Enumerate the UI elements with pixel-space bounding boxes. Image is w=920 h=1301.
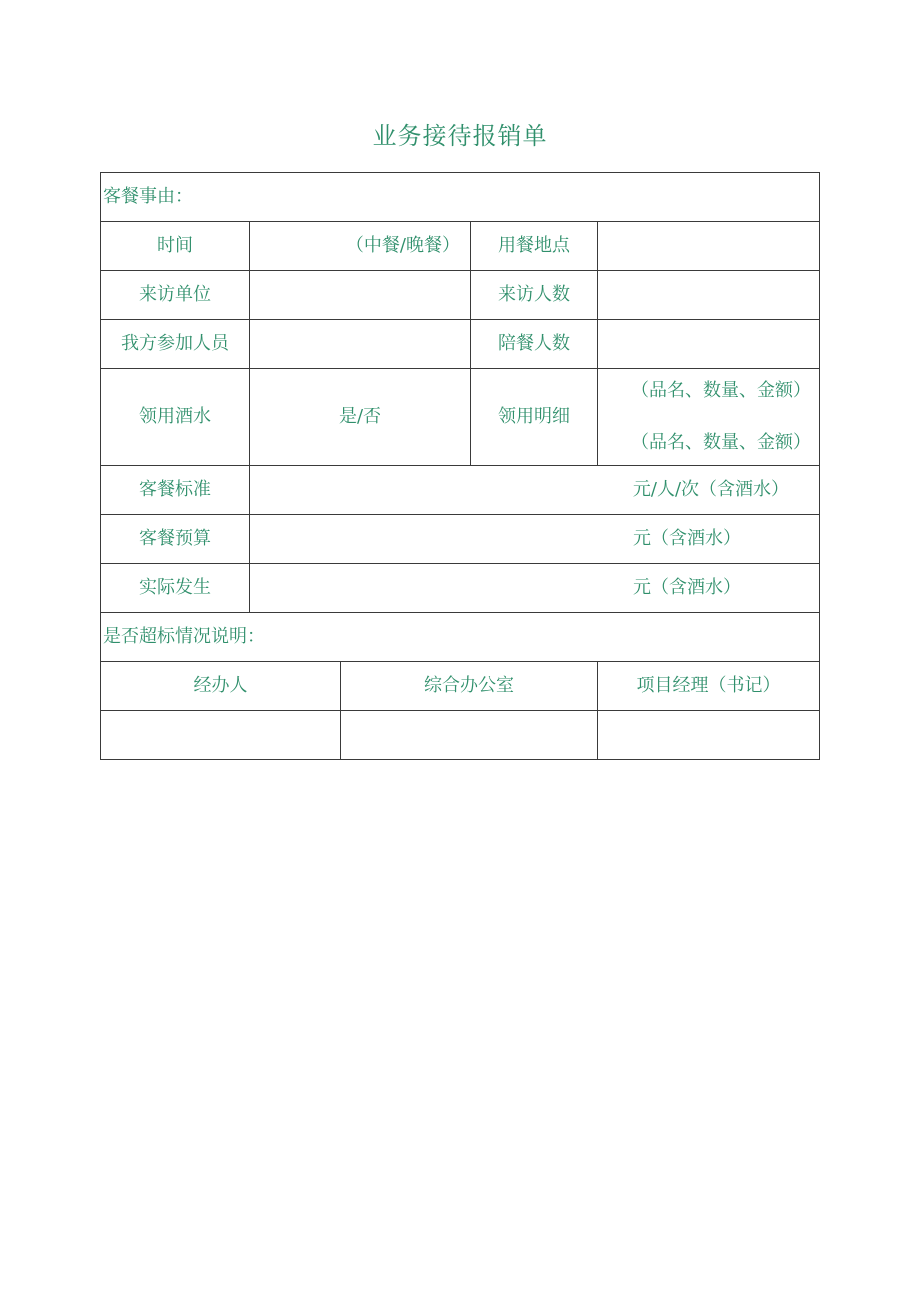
visitor-unit-value-cell[interactable] [250,271,471,320]
form-row-standard [101,466,820,515]
actual-label: 实际发生 [139,577,211,598]
form-title: 业务接待报销单 [372,122,548,150]
drinks-detail-line: （品名、数量、金额） [631,380,812,401]
visitor-count-label: 来访人数 [498,284,570,305]
form-row-time [101,222,820,271]
reason-label: 客餐事由： [103,186,193,207]
location-value-cell[interactable] [598,222,820,271]
time-value-cell[interactable] [250,222,471,271]
over-standard-label: 是否超标情况说明： [103,626,265,647]
drinks-detail-label: 领用明细 [498,406,570,427]
visitor-unit-label: 来访单位 [139,284,211,305]
form-row-over-standard [101,613,820,662]
reimbursement-form-table [100,172,820,760]
drinks-detail-label-cell [471,369,598,466]
manager-label: 项目经理（书记） [636,675,781,696]
manager-signature-cell[interactable] [598,711,820,760]
form-row-drinks [101,369,820,466]
visitor-unit-label-cell [101,271,250,320]
signature-row [101,711,820,760]
drinks-detail-line: （品名、数量、金额） [631,432,812,453]
standard-label: 客餐标准 [139,479,211,500]
form-row-reason [101,173,820,222]
companion-count-label-cell [471,320,598,369]
visitor-count-value-cell[interactable] [598,271,820,320]
form-row-staff [101,320,820,369]
standard-value-cell[interactable] [250,466,820,515]
companion-count-value-cell[interactable] [598,320,820,369]
our-staff-value-cell[interactable] [250,320,471,369]
reason-cell[interactable] [101,173,820,222]
budget-label-cell [101,515,250,564]
signature-header-row [101,662,820,711]
time-label: 时间 [157,235,193,256]
visitor-count-label-cell [471,271,598,320]
companion-count-label: 陪餐人数 [498,333,570,354]
manager-header-cell [598,662,820,711]
budget-value-cell[interactable] [250,515,820,564]
drinks-label-cell [101,369,250,466]
handler-signature-cell[interactable] [101,711,341,760]
budget-unit: 元（含酒水） [633,528,742,549]
form-row-visitor [101,271,820,320]
our-staff-label-cell [101,320,250,369]
office-signature-cell[interactable] [341,711,598,760]
over-standard-cell[interactable] [101,613,820,662]
drinks-label: 领用酒水 [139,406,211,427]
drinks-choice: 是/否 [338,406,382,427]
our-staff-label: 我方参加人员 [121,333,229,354]
office-label: 综合办公室 [424,675,514,696]
standard-unit: 元/人/次（含酒水） [632,479,790,500]
meal-type-hint: （中餐/晚餐） [345,235,460,256]
form-row-actual [101,564,820,613]
actual-value-cell[interactable] [250,564,820,613]
handler-header-cell [101,662,341,711]
office-header-cell [341,662,598,711]
budget-label: 客餐预算 [139,528,211,549]
drinks-choice-cell[interactable] [250,369,471,466]
handler-label: 经办人 [193,675,248,696]
drinks-detail-value-cell[interactable] [598,369,820,466]
location-label-cell [471,222,598,271]
form-row-budget [101,515,820,564]
time-label-cell [101,222,250,271]
location-label: 用餐地点 [498,235,570,256]
actual-label-cell [101,564,250,613]
standard-label-cell [101,466,250,515]
actual-unit: 元（含酒水） [633,577,742,598]
